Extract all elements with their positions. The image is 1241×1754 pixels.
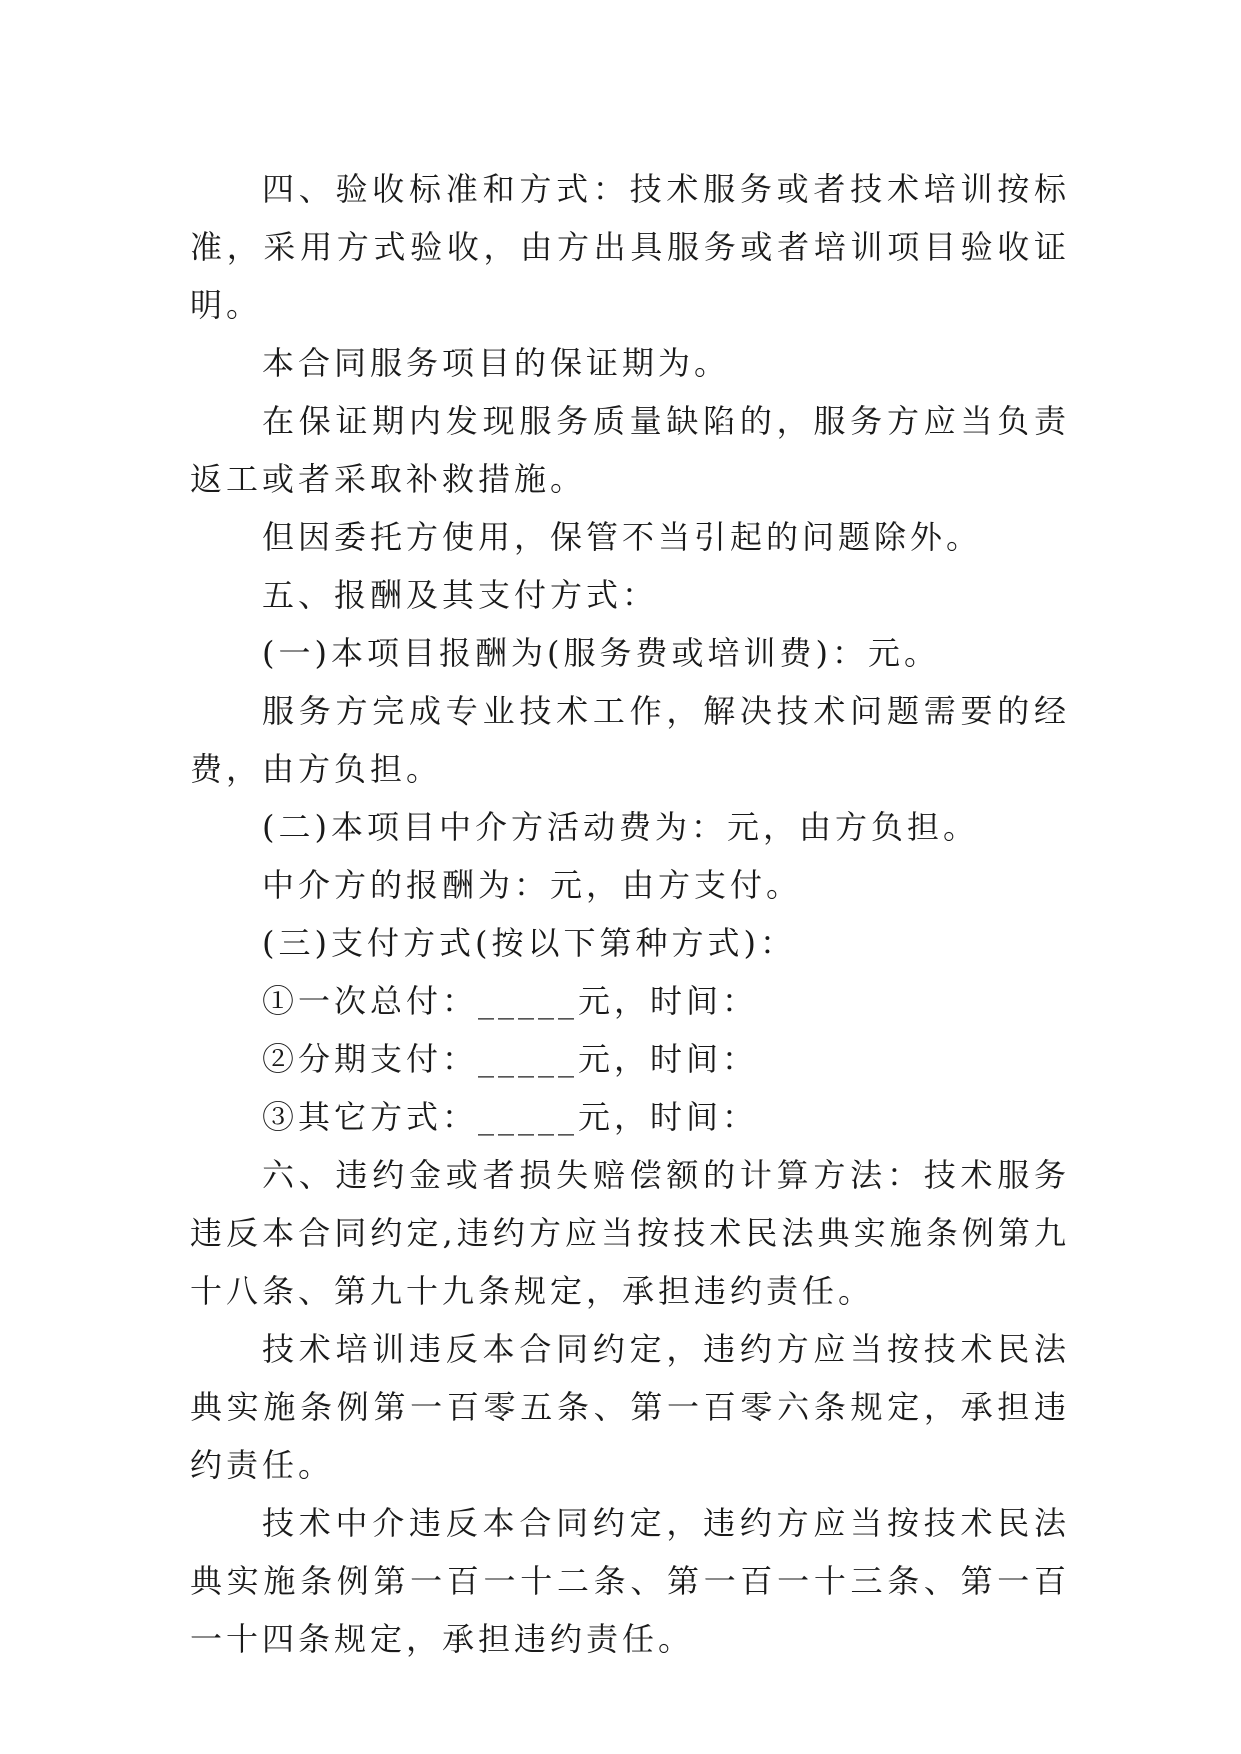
paragraph-acceptance-standard: 四、验收标准和方式：技术服务或者技术培训按标准，采用方式验收，由方出具服务或者培训项目验收证明。	[190, 170, 1070, 324]
paragraph-other-method: ③其它方式：_____元，时间：	[262, 1098, 759, 1136]
paragraph-penalty-service: 六、违约金或者损失赔偿额的计算方法：技术服务违反本合同约定,违约方应当按技术民法典实施条例第九十八条、第九十九条规定，承担违约责任。	[190, 1156, 1070, 1310]
document-body	[190, 160, 1070, 1668]
paragraph-intermediary-fee: (二)本项目中介方活动费为：元，由方负担。	[262, 808, 979, 846]
paragraph-intermediary-reward: 中介方的报酬为：元，由方支付。	[262, 866, 803, 904]
paragraph-exclusion: 但因委托方使用，保管不当引起的问题除外。	[262, 518, 983, 556]
paragraph-penalty-training: 技术培训违反本合同约定，违约方应当按技术民法典实施条例第一百零五条、第一百零六条规定，承担违约责任。	[190, 1330, 1070, 1484]
paragraph-payment-heading: 五、报酬及其支付方式：	[262, 576, 659, 614]
paragraph-installment: ②分期支付：_____元，时间：	[262, 1040, 759, 1078]
paragraph-penalty-intermediary: 技术中介违反本合同约定，违约方应当按技术民法典实施条例第一百一十二条、第一百一十三条、第一百一十四条规定，承担违约责任。	[190, 1504, 1070, 1658]
paragraph-lump-sum: ①一次总付：_____元，时间：	[262, 982, 759, 1020]
paragraph-defect-remedy: 在保证期内发现服务质量缺陷的，服务方应当负责返工或者采取补救措施。	[190, 402, 1070, 498]
paragraph-expense-burden: 服务方完成专业技术工作，解决技术问题需要的经费，由方负担。	[190, 692, 1070, 788]
paragraph-warranty-period: 本合同服务项目的保证期为。	[262, 344, 731, 382]
paragraph-service-fee: (一)本项目报酬为(服务费或培训费)：元。	[262, 634, 940, 672]
paragraph-payment-method: (三)支付方式(按以下第种方式)：	[262, 924, 796, 962]
